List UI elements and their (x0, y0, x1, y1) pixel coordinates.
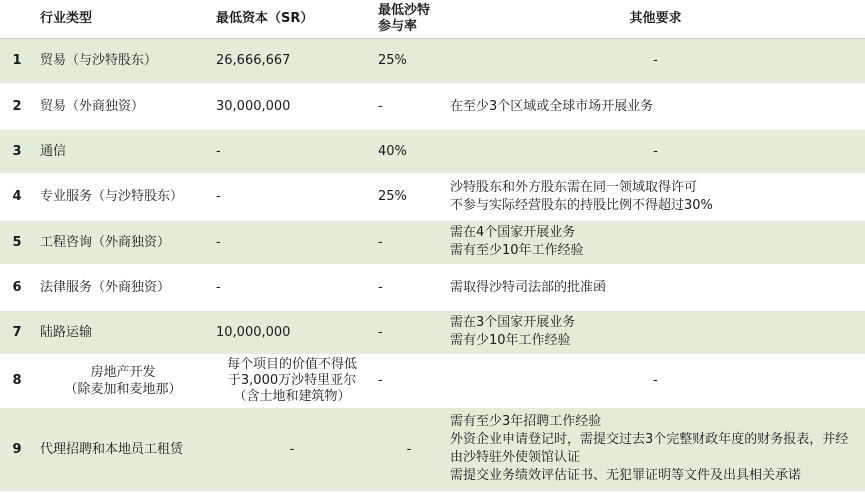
min-capital-cell (210, 173, 372, 220)
requirement-text: 需有至少10年工作经验 (450, 243, 584, 258)
industry-type-text: 房地产开发 (90, 364, 156, 380)
table-row (0, 129, 865, 173)
min-capital-text: - (289, 441, 295, 457)
min-participation-cell: 40% (372, 129, 444, 173)
min-capital-cell (210, 129, 372, 173)
requirement-text: - (653, 143, 658, 159)
industry-type-cell (34, 83, 210, 129)
requirement-text: 需取得沙特司法部的批准函 (450, 279, 607, 295)
table-row (0, 264, 865, 310)
industry-type-text: 代理招聘和本地员工租赁 (40, 441, 184, 457)
min-participation-cell: - (372, 407, 444, 491)
min-capital-text: 26,666,667 (216, 53, 291, 68)
requirement-text: 需有少10年工作经验 (450, 333, 571, 348)
row-number: 4 (0, 173, 34, 220)
header-industry-type: 行业类型 (34, 0, 210, 38)
table-row (0, 38, 865, 83)
requirement-text: 沙特股东和外方股东需在同一领域取得许可 (450, 179, 698, 195)
industry-type-text: （除麦加和麦地那） (64, 381, 182, 397)
header-min-capital: 最低资本（SR） (210, 0, 372, 38)
row-number: 5 (0, 220, 34, 264)
industry-type-cell (34, 38, 210, 83)
requirement-text: 不参与实际经营股东的持股比例不得超过30% (450, 197, 713, 213)
industry-type-text: 专业服务（与沙特股东） (40, 189, 184, 204)
table-row (0, 407, 865, 491)
min-capital-text: 于3,000万沙特里亚尔 (227, 372, 357, 388)
industry-type-cell (34, 220, 210, 264)
min-capital-text: - (216, 279, 221, 295)
min-capital-cell (210, 83, 372, 129)
min-capital-text: 10,000,000 (216, 324, 291, 340)
industry-type-cell (34, 310, 210, 354)
min-capital-cell (210, 354, 372, 407)
row-number: 6 (0, 264, 34, 310)
industry-type-cell (34, 173, 210, 220)
other-requirements-cell (444, 129, 865, 173)
min-participation-cell: - (372, 264, 444, 310)
min-participation-cell: 25% (372, 173, 444, 220)
requirement-text: 需有至少3年招聘工作经验 (450, 414, 602, 430)
header-row (0, 0, 865, 38)
requirement-text: - (653, 373, 658, 388)
industry-type-cell (34, 354, 210, 407)
industry-type-text: 陆路运输 (40, 324, 93, 340)
min-participation-cell: - (372, 83, 444, 129)
industry-type-text: 贸易（与沙特股东） (40, 53, 158, 68)
other-requirements-cell (444, 354, 865, 407)
table-row (0, 173, 865, 220)
industry-type-text: 通信 (40, 143, 67, 159)
min-capital-cell (210, 264, 372, 310)
table-row (0, 354, 865, 407)
industry-type-cell (34, 407, 210, 491)
table-row (0, 83, 865, 129)
header-other-requirements: 其他要求 (444, 0, 865, 38)
industry-type-text: 法律服务（外商独资） (40, 279, 171, 295)
other-requirements-cell (444, 38, 865, 83)
min-participation-cell: - (372, 354, 444, 407)
industry-type-cell (34, 264, 210, 310)
table-row (0, 220, 865, 264)
min-capital-text: - (216, 234, 221, 250)
min-capital-cell (210, 407, 372, 491)
requirement-text: - (653, 53, 658, 68)
min-capital-cell (210, 38, 372, 83)
row-number: 2 (0, 83, 34, 129)
min-capital-text: - (216, 189, 221, 204)
industry-type-text: 工程咨询（外商独资） (40, 234, 171, 250)
min-participation-cell: 25% (372, 38, 444, 83)
min-capital-text: 每个项目的价值不得低 (226, 356, 357, 372)
min-capital-text: 30,000,000 (216, 98, 291, 114)
other-requirements-cell (444, 310, 865, 354)
min-participation-cell: - (372, 220, 444, 264)
row-number: 7 (0, 310, 34, 354)
header-num (0, 0, 34, 38)
industry-type-cell (34, 129, 210, 173)
other-requirements-cell (444, 173, 865, 220)
table-row (0, 310, 865, 354)
industry-type-text: 贸易（外商独资） (40, 98, 145, 114)
other-requirements-cell (444, 264, 865, 310)
min-capital-text: - (216, 143, 221, 159)
min-participation-cell: - (372, 310, 444, 354)
other-requirements-cell (444, 220, 865, 264)
requirement-text: 需在3个国家开展业务 (450, 315, 576, 330)
min-capital-cell (210, 220, 372, 264)
row-number: 3 (0, 129, 34, 173)
requirement-text: 需提交业务绩效评估证书、无犯罪证明等文件及出具相关承诺 (450, 468, 802, 484)
other-requirements-cell (444, 407, 865, 491)
row-number: 1 (0, 38, 34, 83)
other-requirements-cell (444, 83, 865, 129)
row-number: 8 (0, 354, 34, 407)
row-number: 9 (0, 407, 34, 491)
min-capital-text: （含土地和建筑物） (233, 388, 351, 404)
requirement-text: 需在4个国家开展业务 (450, 225, 576, 240)
min-capital-cell (210, 310, 372, 354)
requirement-text: 在至少3个区域或全球市场开展业务 (450, 98, 654, 114)
header-min-participation: 最低沙特参与率 (372, 0, 444, 38)
requirement-text: 外资企业申请登记时，需提交过去3个完整财政年度的财务报表，并经由沙特驻外使领馆认证 (450, 432, 849, 466)
